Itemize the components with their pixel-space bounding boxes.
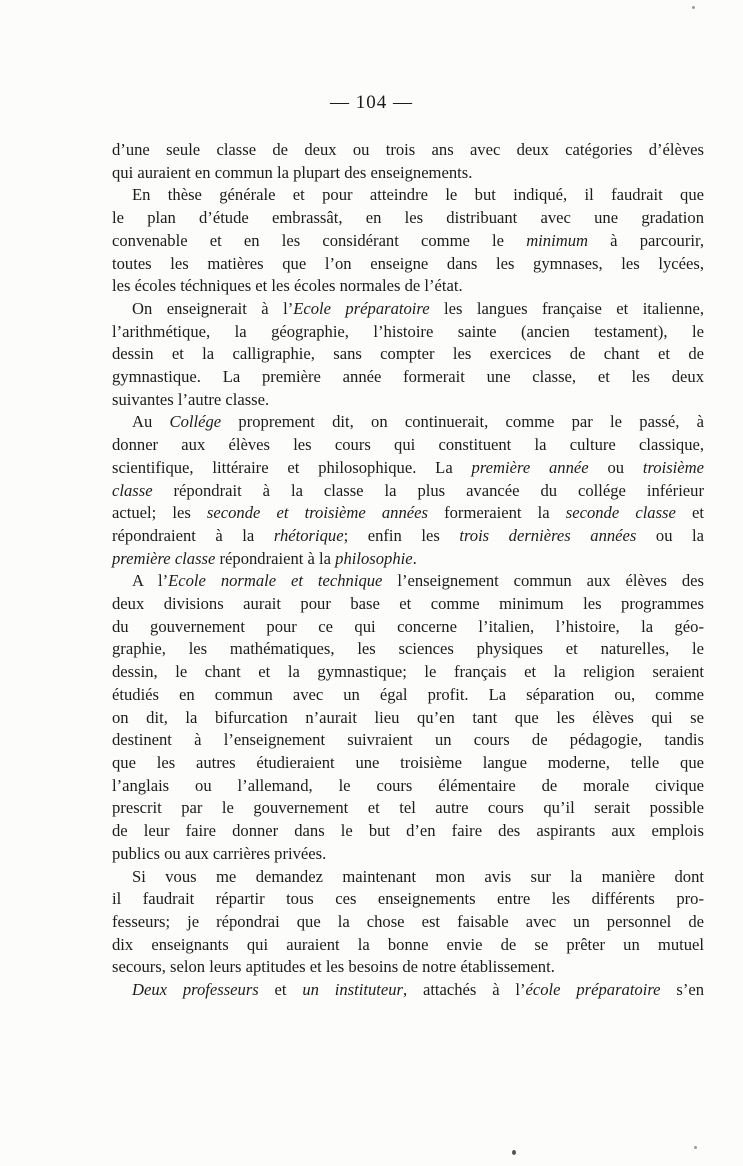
text-line — [112, 502, 704, 525]
text-run: les langues française et italienne, — [429, 298, 704, 318]
italic-text: Collége — [169, 412, 222, 432]
text-run: publics ou aux carrières privées. — [112, 843, 327, 863]
text-line — [112, 752, 704, 775]
page-number: — 104 — — [330, 92, 413, 113]
text-run: ou — [588, 457, 643, 477]
italic-text: rhétorique — [273, 525, 344, 545]
text-run: Si vous me demandez maintenant mon avis sur la manière dont — [132, 866, 704, 886]
scan-speck — [692, 6, 695, 9]
italic-text: classe — [112, 480, 153, 500]
italic-text: seconde et troisième années — [206, 503, 428, 523]
text-run: qui auraient en commun la plupart des enseignements. — [112, 162, 473, 182]
text-run: . — [412, 548, 417, 568]
text-run: destinent à l’enseignement suivraient un cours de pédagogie, tandis — [112, 730, 704, 750]
text-run: , attachés à l’ — [402, 980, 526, 1000]
paragraph-3 — [112, 298, 704, 412]
text-run: prescrit par le gouvernement et tel autre cours qu’il serait possible — [112, 798, 704, 818]
text-run: du gouvernement pour ce qui concerne l’italien, l’histoire, la géo- — [112, 616, 704, 636]
text-run: répondrait à la classe la plus avancée du collége inférieur — [152, 480, 704, 500]
text-line — [112, 230, 704, 253]
text-run: dessin, le chant et la gymnastique; le français et la religion seraient — [112, 662, 704, 682]
text-line — [112, 911, 704, 934]
text-run: convenable et en les considérant comme le — [112, 230, 527, 250]
italic-text: première année — [471, 457, 589, 477]
text-line — [112, 457, 704, 480]
text-run: On enseignerait à l’ — [132, 298, 294, 318]
text-run: et — [675, 503, 704, 523]
text-line — [112, 707, 704, 730]
text-line — [112, 162, 704, 185]
text-run: fesseurs; je répondrai que la chose est faisable avec un personnel de — [112, 911, 704, 931]
text-line — [112, 298, 704, 321]
text-line — [112, 480, 704, 503]
text-line — [112, 207, 704, 230]
italic-text: troisième — [642, 457, 704, 477]
text-run: dix enseignants qui auraient la bonne envie de se prêter un mutuel — [112, 934, 704, 954]
text-run: d’une seule classe de deux ou trois ans avec deux catégories d’élèves — [112, 140, 704, 159]
text-run: et — [258, 980, 303, 1000]
text-run: l’anglais ou l’allemand, le cours élémentaire de morale civique — [112, 775, 704, 795]
italic-text: philosophie — [335, 548, 413, 568]
paragraph-7 — [112, 979, 704, 1002]
text-run: gymnastique. La première année formerait une classe, et les deux — [112, 367, 704, 387]
text-run: les écoles téchniques et les écoles normales de l’état. — [112, 276, 463, 296]
text-line — [112, 888, 704, 911]
text-run: le plan d’étude embrassât, en les distribuant avec une gradation — [112, 208, 704, 228]
text-run: actuel; les — [112, 503, 207, 523]
text-line — [112, 956, 704, 979]
text-line — [112, 979, 704, 1002]
italic-text: école préparatoire — [525, 980, 661, 1000]
text-run: formeraient la — [427, 503, 566, 523]
text-run: donner aux élèves les cours qui constituent la culture classique, — [112, 435, 704, 455]
italic-text: Deux professeurs — [132, 980, 259, 1000]
text-line — [112, 139, 704, 162]
text-line — [112, 253, 704, 276]
text-run: que les autres étudieraient une troisième langue moderne, telle que — [112, 752, 704, 772]
text-run: de leur faire donner dans le but d’en faire des aspirants aux emplois — [112, 821, 704, 841]
text-run: secours, selon leurs aptitudes et les besoins de notre établissement. — [112, 957, 555, 977]
text-line — [112, 570, 704, 593]
text-line — [112, 434, 704, 457]
italic-text: première classe — [112, 548, 216, 568]
paragraph-2 — [112, 184, 704, 298]
text-run: graphie, les mathématiques, les sciences physiques et naturelles, le — [112, 639, 704, 659]
body-text — [112, 139, 704, 1002]
text-line — [112, 684, 704, 707]
text-run: A l’ — [132, 571, 169, 591]
text-run: s’en — [660, 980, 705, 1000]
text-run: l’arithmétique, la géographie, l’histoire sainte (ancien testament), le — [112, 321, 704, 341]
text-run: suivantes l’autre classe. — [112, 389, 270, 409]
text-run: répondraient à la — [215, 548, 336, 568]
paragraph-4 — [112, 411, 704, 570]
text-line — [112, 366, 704, 389]
text-run: étudiés en commun avec un égal profit. La séparation ou, comme — [112, 684, 704, 704]
text-line — [112, 843, 704, 866]
text-line — [112, 797, 704, 820]
text-line — [112, 866, 704, 889]
text-run: il faudrait répartir tous ces enseignements entre les différents pro- — [112, 889, 704, 909]
paragraph-1 — [112, 139, 704, 184]
scan-speck — [512, 1150, 516, 1155]
text-run: ou la — [636, 525, 705, 545]
text-run: scientifique, littéraire et philosophique. La — [112, 457, 472, 477]
text-line — [112, 820, 704, 843]
text-line — [112, 775, 704, 798]
italic-text: seconde classe — [565, 503, 676, 523]
text-run: En thèse générale et pour atteindre le but indiqué, il faudrait que — [132, 185, 704, 205]
text-line — [112, 638, 704, 661]
text-line — [112, 616, 704, 639]
text-line — [112, 343, 704, 366]
text-line — [112, 389, 704, 412]
text-line — [112, 548, 704, 571]
text-line — [112, 184, 704, 207]
text-run: Au — [132, 412, 170, 432]
text-line — [112, 525, 704, 548]
text-line — [112, 321, 704, 344]
italic-text: Ecole préparatoire — [293, 298, 430, 318]
text-line — [112, 275, 704, 298]
text-line — [112, 593, 704, 616]
text-run: toutes les matières que l’on enseigne dans les gymnases, les lycées, — [112, 253, 704, 273]
text-line — [112, 661, 704, 684]
italic-text: un instituteur — [302, 980, 403, 1000]
text-line — [112, 729, 704, 752]
text-run: ; enfin les — [343, 525, 460, 545]
text-run: l’enseignement commun aux élèves des — [382, 571, 704, 591]
text-run: deux divisions aurait pour base et comme minimum les programmes — [112, 594, 704, 614]
italic-text: Ecole normale et technique — [168, 571, 383, 591]
italic-text: trois dernières années — [459, 525, 637, 545]
text-run: proprement dit, on continuerait, comme par le passé, à — [221, 412, 704, 432]
paragraph-5 — [112, 570, 704, 865]
text-run: à parcourir, — [587, 230, 704, 250]
text-run: dessin et la calligraphie, sans compter les exercices de chant et de — [112, 344, 704, 364]
text-line — [112, 411, 704, 434]
text-line — [112, 934, 704, 957]
text-run: on dit, la bifurcation n’aurait lieu qu’en tant que les élèves qui se — [112, 707, 704, 727]
paragraph-6 — [112, 866, 704, 980]
italic-text: minimum — [526, 230, 588, 250]
text-run: répondraient à la — [112, 525, 274, 545]
scan-speck — [694, 1146, 697, 1149]
